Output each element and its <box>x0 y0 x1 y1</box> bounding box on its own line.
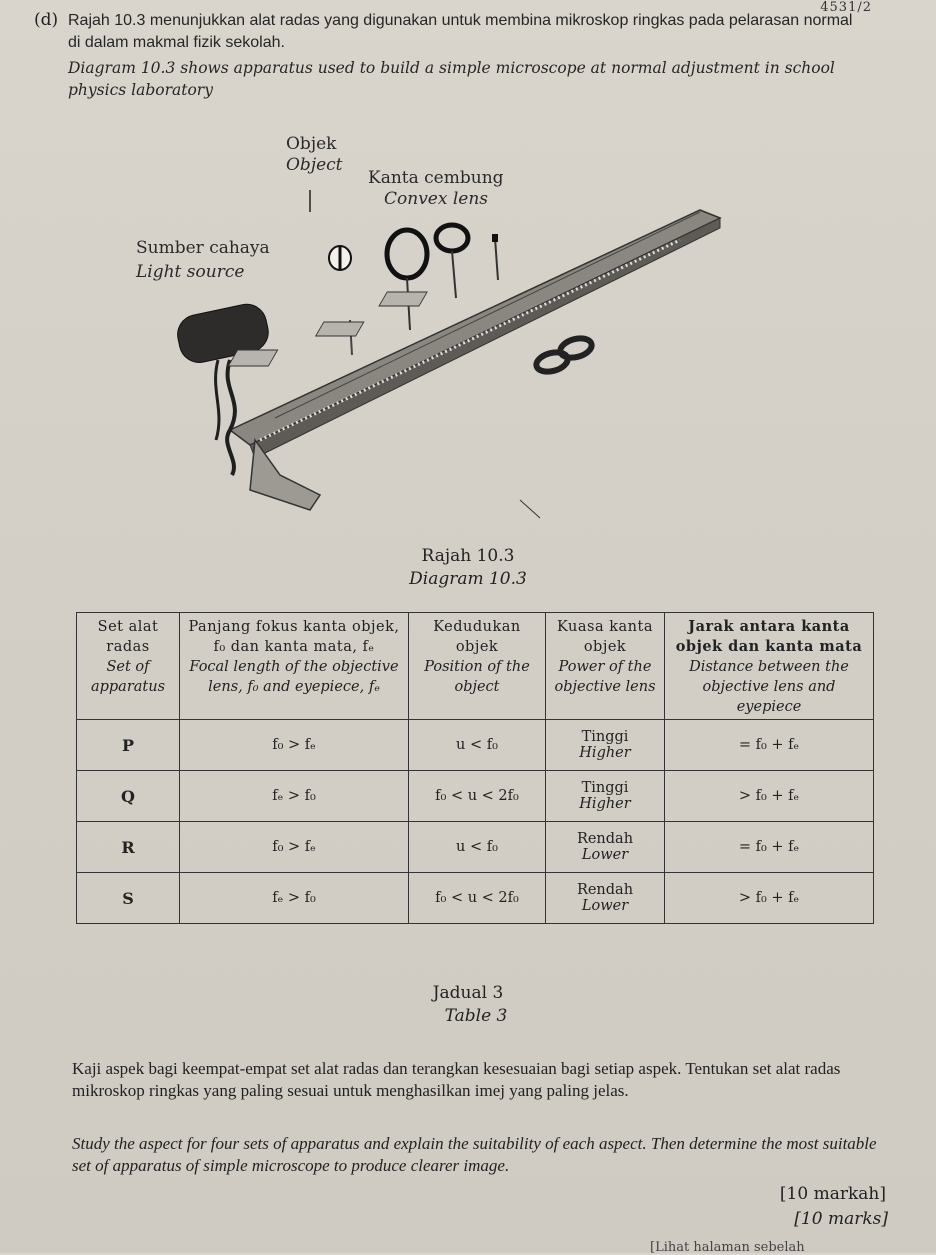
power-ms: Rendah <box>576 882 634 898</box>
table-row <box>77 771 874 822</box>
marks-ms: [10 markah] <box>779 1184 886 1204</box>
question-number: (d) <box>34 10 59 30</box>
stand-leader-line <box>520 500 540 518</box>
instructions-en: Study the aspect for four sets of apparatus and explain the suitability of each aspect. Then determine the most suitable set of apparatus of simple microscope to produce clearer image. <box>72 1134 877 1175</box>
cell-power <box>546 873 665 924</box>
cell-set: P <box>77 720 180 771</box>
marks-en: [10 marks] <box>794 1209 888 1229</box>
diagram-caption-en: Diagram 10.3 <box>409 569 527 589</box>
table-row <box>77 822 874 873</box>
label-light-en: Light source <box>136 262 245 282</box>
label-object-ms: Objek <box>286 134 337 154</box>
cell-distance: > f₀ + fₑ <box>665 771 874 822</box>
optical-bench <box>230 210 720 458</box>
header-power-ms: Kuasa kanta objek <box>557 619 653 655</box>
cell-power <box>546 822 665 873</box>
table-header-row <box>77 613 874 720</box>
cell-position: u < f₀ <box>409 720 546 771</box>
label-lens-ms: Kanta cembung <box>368 168 504 188</box>
label-lens-en: Convex lens <box>384 189 489 209</box>
table-caption-en: Table 3 <box>444 1006 508 1026</box>
power-ms: Rendah <box>576 831 634 847</box>
cell-focal: fₑ > f₀ <box>180 771 409 822</box>
header-focal-en: Focal length of the objective lens, f₀ and eyepiece, fₑ <box>189 659 399 695</box>
diagram-caption-ms: Rajah 10.3 <box>421 546 515 566</box>
instructions-ms: Kaji aspek bagi keempat-empat set alat radas dan terangkan kesesuaian bagi setiap aspek. Tentukan set alat radas mikroskop ringkas yang paling sesuai untuk menghasilkan imej yang paling jelas. <box>72 1059 841 1100</box>
power-en: Lower <box>581 898 629 914</box>
question-text-ms: Rajah 10.3 menunjukkan alat radas yang digunakan untuk membina mikroskop ringkas pada pelarasan normal di dalam makmal fizik sekolah. <box>68 12 853 51</box>
cell-focal: f₀ > fₑ <box>180 822 409 873</box>
header-distance-en: Distance between the objective lens and eyepiece <box>689 659 849 715</box>
header-focal-ms: Panjang fokus kanta objek, f₀ dan kanta mata, fₑ <box>188 619 400 655</box>
question-text-en: Diagram 10.3 shows apparatus used to build a simple microscope at normal adjustment in school physics laboratory <box>68 59 835 99</box>
cell-focal: fₑ > f₀ <box>180 873 409 924</box>
cell-distance: > f₀ + fₑ <box>665 873 874 924</box>
header-position-ms: Kedudukan objek <box>433 619 521 655</box>
header-position-en: Position of the object <box>424 659 530 695</box>
power-en: Higher <box>579 745 631 761</box>
screen-pin <box>492 234 498 280</box>
bench-stand <box>250 440 320 510</box>
apparatus-table <box>76 612 874 924</box>
power-en: Lower <box>581 847 629 863</box>
header-power-en: Power of the objective lens <box>554 659 656 695</box>
header-power <box>546 613 665 720</box>
power-ms: Tinggi <box>581 780 629 796</box>
header-set-ms: Set alat radas <box>97 619 159 655</box>
cell-set: Q <box>77 771 180 822</box>
cell-set: R <box>77 822 180 873</box>
cell-set: S <box>77 873 180 924</box>
cell-focal: f₀ > fₑ <box>180 720 409 771</box>
power-ms: Tinggi <box>581 729 629 745</box>
microscope-apparatus-diagram <box>160 190 760 520</box>
spare-lens-pair <box>534 335 594 375</box>
header-distance-ms: Jarak antara kanta objek dan kanta mata <box>675 618 863 655</box>
table-row <box>77 720 874 771</box>
header-distance <box>665 613 874 720</box>
cell-position: f₀ < u < 2f₀ <box>409 771 546 822</box>
header-set-en: Set of apparatus <box>90 659 166 695</box>
convex-lens-1 <box>316 230 427 336</box>
cell-position: f₀ < u < 2f₀ <box>409 873 546 924</box>
page-code: 4531/2 <box>820 0 872 15</box>
cell-power <box>546 771 665 822</box>
label-object-en: Object <box>286 155 343 175</box>
power-en: Higher <box>579 796 631 812</box>
header-position <box>409 613 546 720</box>
cell-distance: = f₀ + fₑ <box>665 720 874 771</box>
page-footer: [Lihat halaman sebelah <box>650 1240 805 1255</box>
cell-distance: = f₀ + fₑ <box>665 822 874 873</box>
table-caption-ms: Jadual 3 <box>432 983 504 1003</box>
header-focal <box>180 613 409 720</box>
header-set <box>77 613 180 720</box>
table-row <box>77 873 874 924</box>
cell-power <box>546 720 665 771</box>
cell-position: u < f₀ <box>409 822 546 873</box>
label-light-ms: Sumber cahaya <box>136 238 270 258</box>
